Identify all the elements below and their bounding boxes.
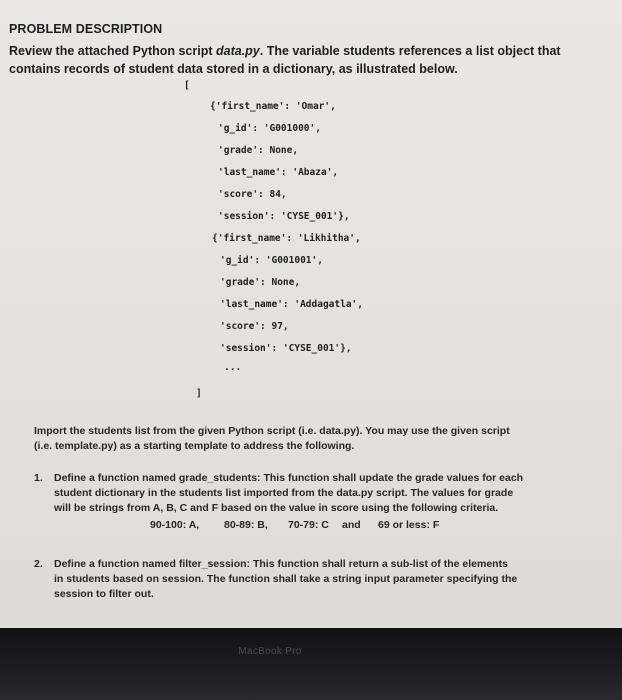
- intro-script-name: data.py: [216, 44, 260, 58]
- criteria-a: 90-100: A,: [150, 519, 200, 531]
- intro-line-2: contains records of student data stored in a dictionary, as illustrated below.: [9, 62, 458, 76]
- code-line: {'first_name': 'Omar',: [210, 101, 336, 112]
- intro-text-e: references a list object that: [395, 44, 561, 58]
- question-2-line: in students based on session. The function shall take a string input parameter specifying the: [54, 573, 518, 585]
- question-1-line: Define a function named grade_students: This function shall update the grade values for each: [54, 472, 524, 484]
- code-line: 'last_name': 'Abaza',: [218, 167, 339, 178]
- code-line: 'session': 'CYSE_001'},: [220, 343, 352, 354]
- code-line: 'grade': None,: [218, 145, 299, 156]
- import-paragraph: [34, 424, 574, 454]
- question-2-number: 2.: [34, 558, 43, 570]
- code-line: 'session': 'CYSE_001'},: [218, 211, 350, 222]
- code-line: 'score': 97,: [220, 321, 289, 332]
- problem-heading: PROBLEM DESCRIPTION: [9, 22, 163, 36]
- question-2-line: session to filter out.: [54, 588, 154, 600]
- laptop-bezel: [0, 628, 622, 700]
- code-line: ]: [196, 388, 202, 399]
- criteria-c: 70-79: C: [288, 519, 329, 531]
- intro-line-1: [9, 42, 609, 60]
- question-2-line: Define a function named filter_session: This function shall return a sub-list of the elements: [54, 558, 508, 570]
- code-line: 'last_name': 'Addagatla',: [220, 299, 363, 310]
- question-2-text: [54, 557, 564, 602]
- code-line: 'g_id': 'G001000',: [218, 123, 321, 134]
- criteria-b: 80-89: B,: [224, 519, 268, 531]
- import-line-1: Import the students list from the given Python script (i.e. data.py). You may use the given script: [34, 425, 510, 437]
- question-1-line: student dictionary in the students list imported from the data.py script. The values for grade: [54, 487, 514, 499]
- code-line: {'first_name': 'Likhitha',: [212, 233, 361, 244]
- question-1-number: 1.: [34, 472, 43, 484]
- import-line-2: (i.e. template.py) as a starting template to address the following.: [34, 440, 355, 452]
- intro-text-a: Review the attached Python script: [9, 44, 216, 58]
- intro-variable-name: students: [343, 44, 396, 58]
- code-line: 'score': 84,: [218, 189, 287, 200]
- question-1-text: [54, 471, 564, 516]
- intro-text-c: . The variable: [259, 44, 344, 58]
- question-1-line: will be strings from A, B, C and F based on the value in score using the following criteria.: [54, 502, 499, 514]
- criteria-and: and: [342, 519, 361, 531]
- code-line: [: [184, 80, 190, 91]
- laptop-brand-label: MacBook Pro: [238, 646, 302, 657]
- criteria-f: 69 or less: F: [378, 519, 440, 531]
- intro-paragraph: [9, 42, 609, 78]
- code-line: ...: [224, 362, 242, 373]
- code-line: 'grade': None,: [220, 277, 301, 288]
- code-line: 'g_id': 'G001001',: [220, 255, 323, 266]
